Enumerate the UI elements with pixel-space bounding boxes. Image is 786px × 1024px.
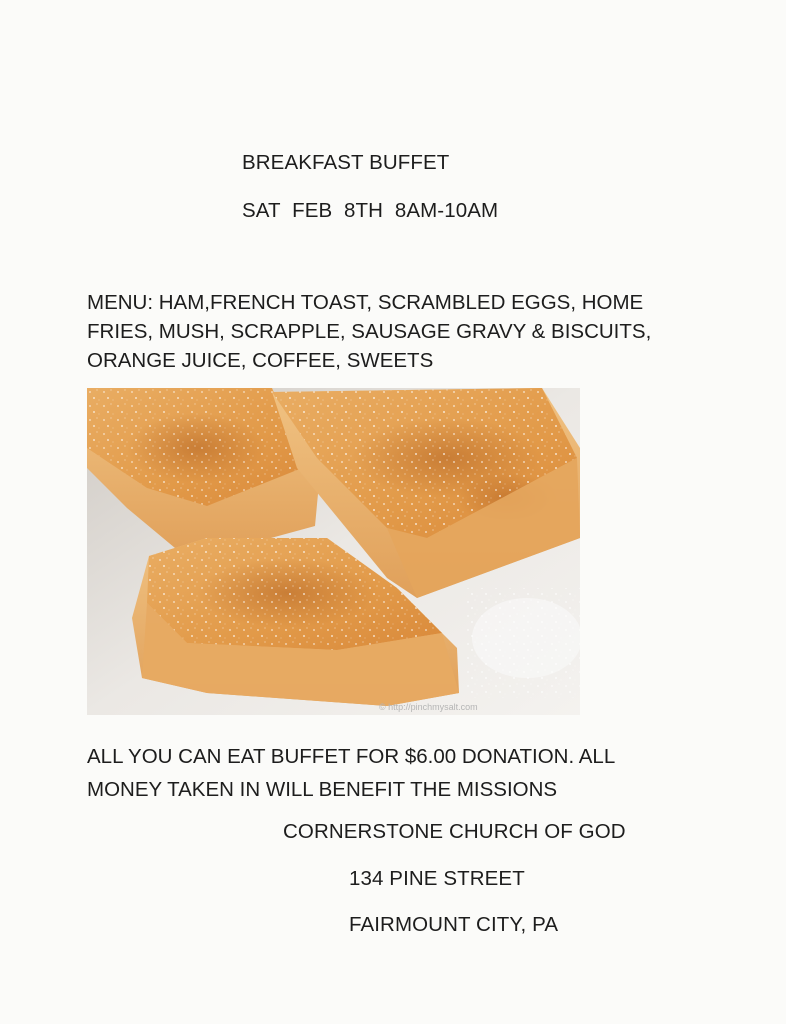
street-address: 134 PINE STREET	[349, 867, 525, 890]
photo-watermark: © http://pinchmysalt.com	[379, 702, 478, 712]
menu-text	[87, 288, 727, 375]
menu-line: FRIES, MUSH, SCRAPPLE, SAUSAGE GRAVY & BISCUITS,	[87, 320, 652, 343]
french-toast-photo	[87, 388, 580, 715]
donation-details	[87, 740, 615, 806]
city-state: FAIRMOUNT CITY, PA	[349, 913, 559, 936]
details-line: ALL YOU CAN EAT BUFFET FOR $6.00 DONATION. ALL	[87, 745, 616, 768]
menu-line: MENU: HAM,FRENCH TOAST, SCRAMBLED EGGS, HOME	[87, 291, 644, 314]
event-date-time: SAT FEB 8TH 8AM-10AM	[242, 199, 499, 222]
menu-line: ORANGE JUICE, COFFEE, SWEETS	[87, 349, 434, 372]
church-name: CORNERSTONE CHURCH OF GOD	[283, 820, 626, 843]
flyer-title: BREAKFAST BUFFET	[242, 151, 450, 174]
details-line: MONEY TAKEN IN WILL BENEFIT THE MISSIONS	[87, 778, 558, 801]
